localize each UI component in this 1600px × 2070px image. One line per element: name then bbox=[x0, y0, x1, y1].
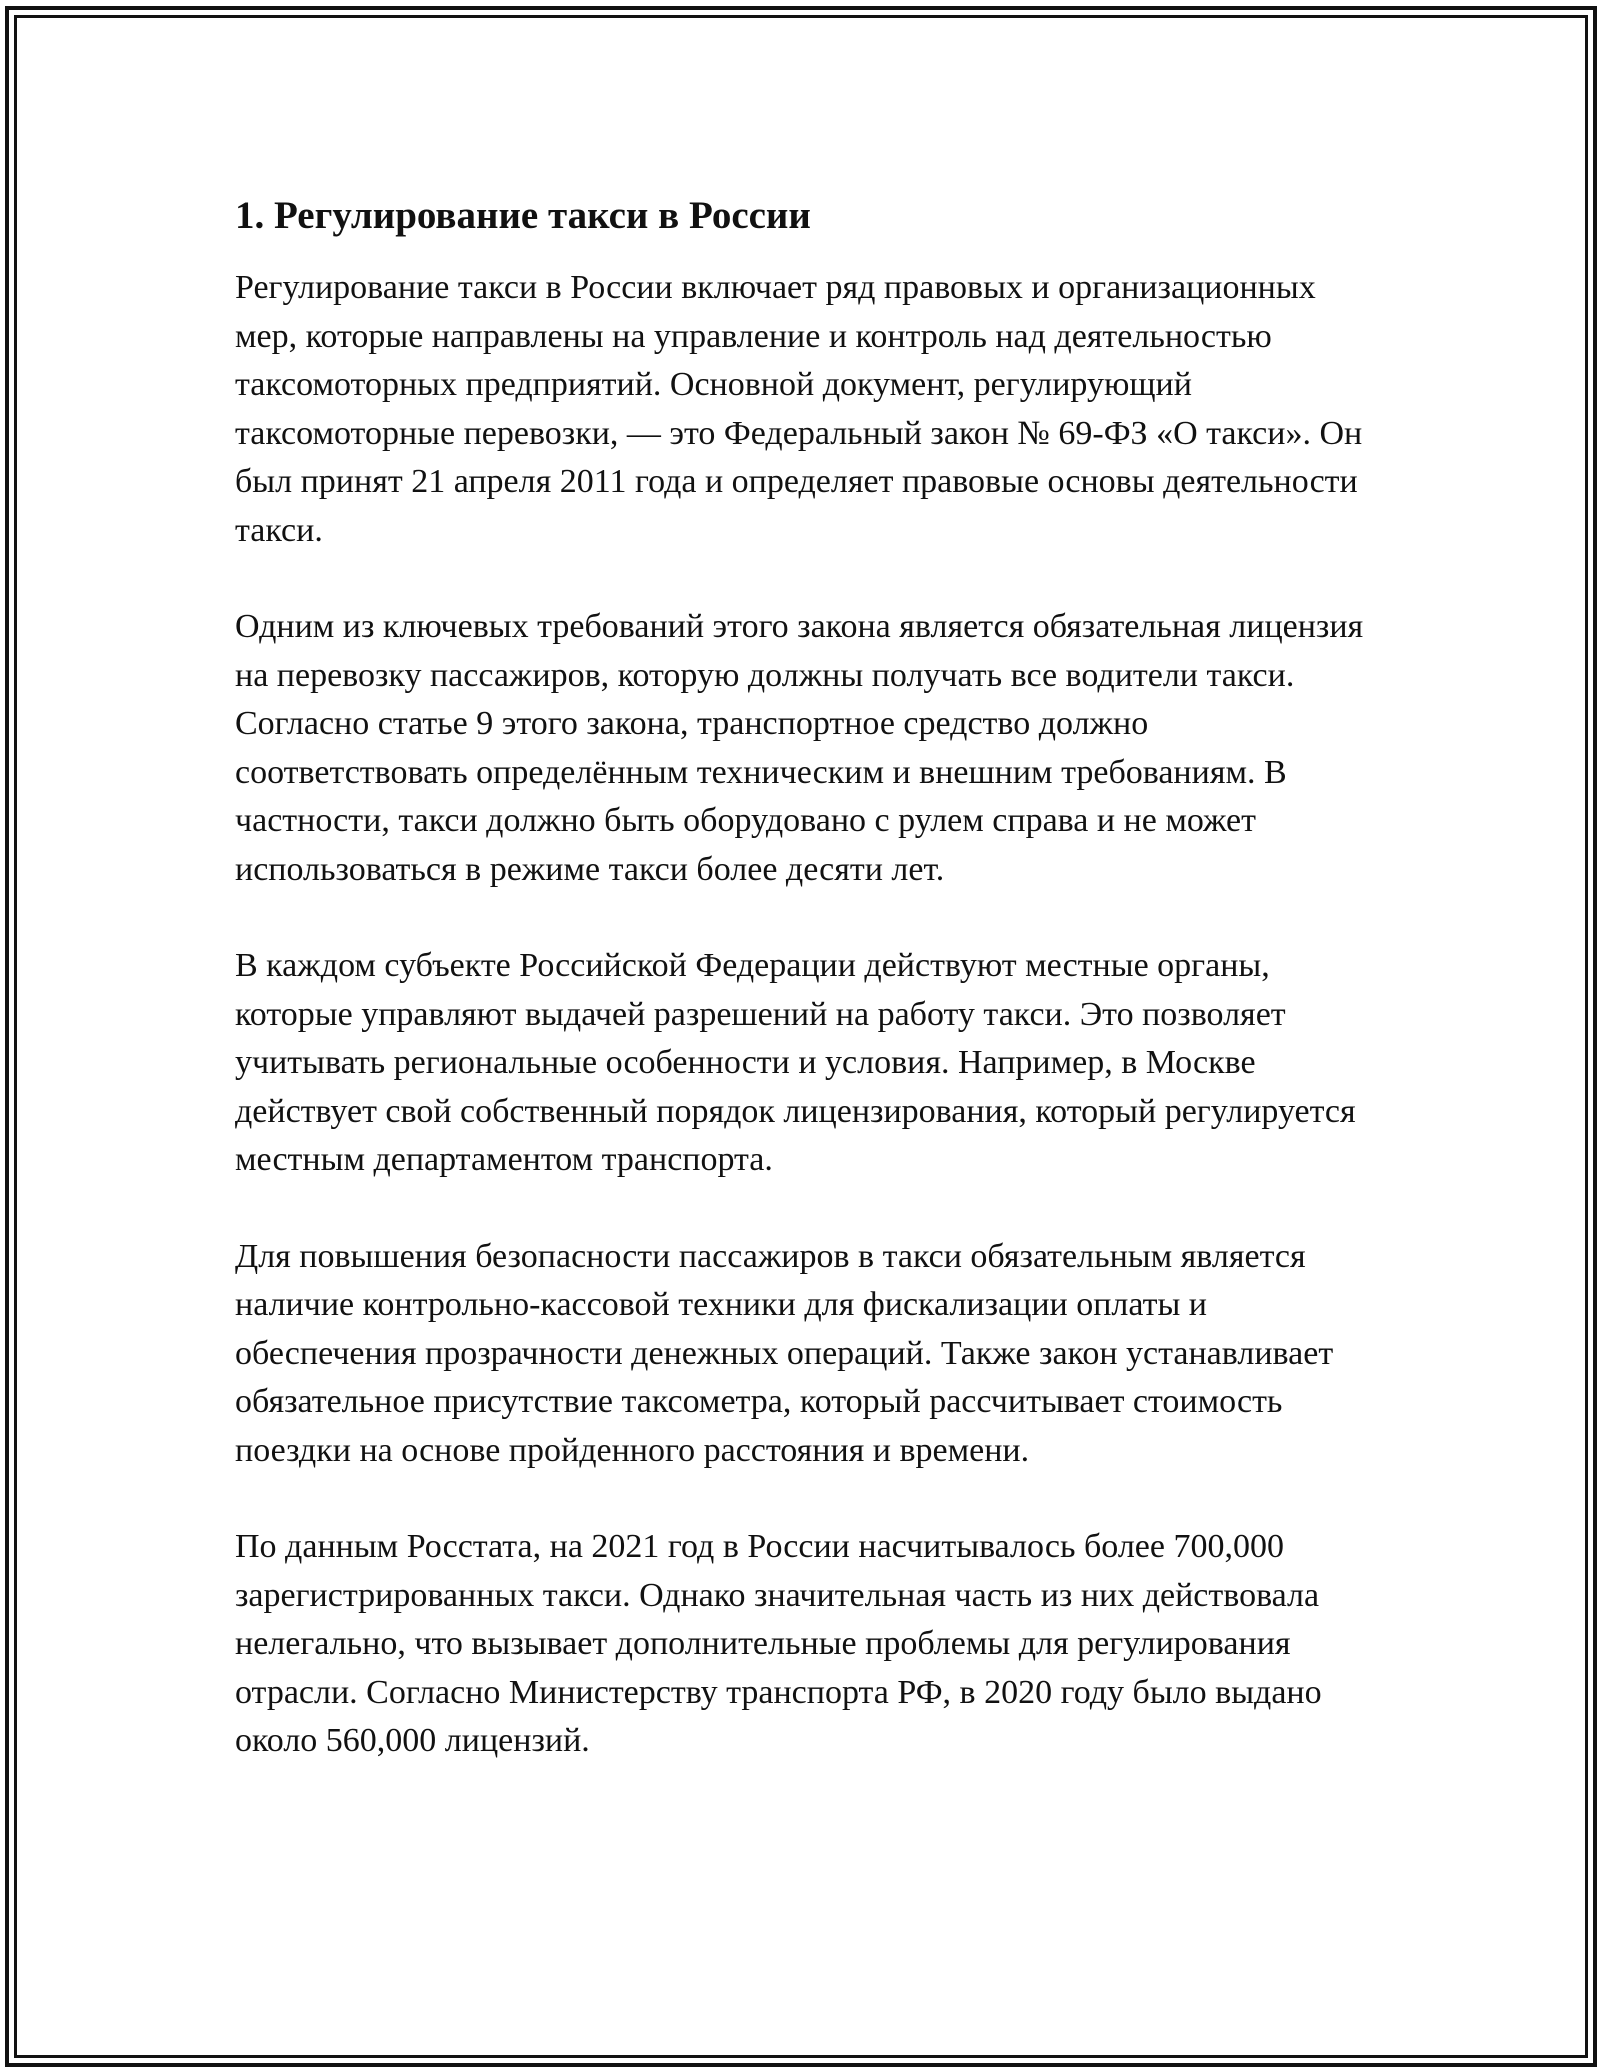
paragraph-taxi-law: Регулирование такси в России включает ряд правовых и организационных мер, которые направлены на управление и контроль над деятельностью таксомоторных предприятий. Основной документ, регулирующий таксомоторные перевозки, — это Федеральный закон № 69-ФЗ «О такси». Он был принят 21 апреля 2011 года и определяет правовые основы деятельности такси. bbox=[235, 269, 1363, 549]
document-body bbox=[235, 190, 1380, 1814]
paragraph-regional-authorities: В каждом субъекте Российской Федерации действуют местные органы, которые управляют выдачей разрешений на работу такси. Это позволяет учитывать региональные особенности и условия. Например, в Москве действует свой собственный порядок лицензирования, который регулируется местным департаментом транспорта. bbox=[235, 947, 1356, 1178]
paragraph-license-requirements: Одним из ключевых требований этого закона является обязательная лицензия на перевозку пассажиров, которую должны получать все водители такси. Согласно статье 9 этого закона, транспортное средство должно соответствовать определённым техническим и внешним требованиям. В частности, такси должно быть оборудовано с рулем справа и не может использоваться в режиме такси более десяти лет. bbox=[235, 608, 1364, 888]
section-heading: 1. Регулирование такси в России bbox=[235, 194, 811, 237]
paragraph-passenger-safety: Для повышения безопасности пассажиров в такси обязательным является наличие контрольно-кассовой техники для фискализации оплаты и обеспечения прозрачности денежных операций. Также закон устанавливает обязательное присутствие таксометра, который рассчитывает стоимость поездки на основе пройденного расстояния и времени. bbox=[235, 1237, 1334, 1469]
paragraph-statistics: По данным Росстата, на 2021 год в России насчитывалось более 700,000 зарегистрированных такси. Однако значительная часть из них действовала нелегально, что вызывает дополнительные проблемы для регулирования отрасли. Согласно Министерству транспорта РФ, в 2020 году было выдано около 560,000 лицензий. bbox=[235, 1528, 1322, 1759]
